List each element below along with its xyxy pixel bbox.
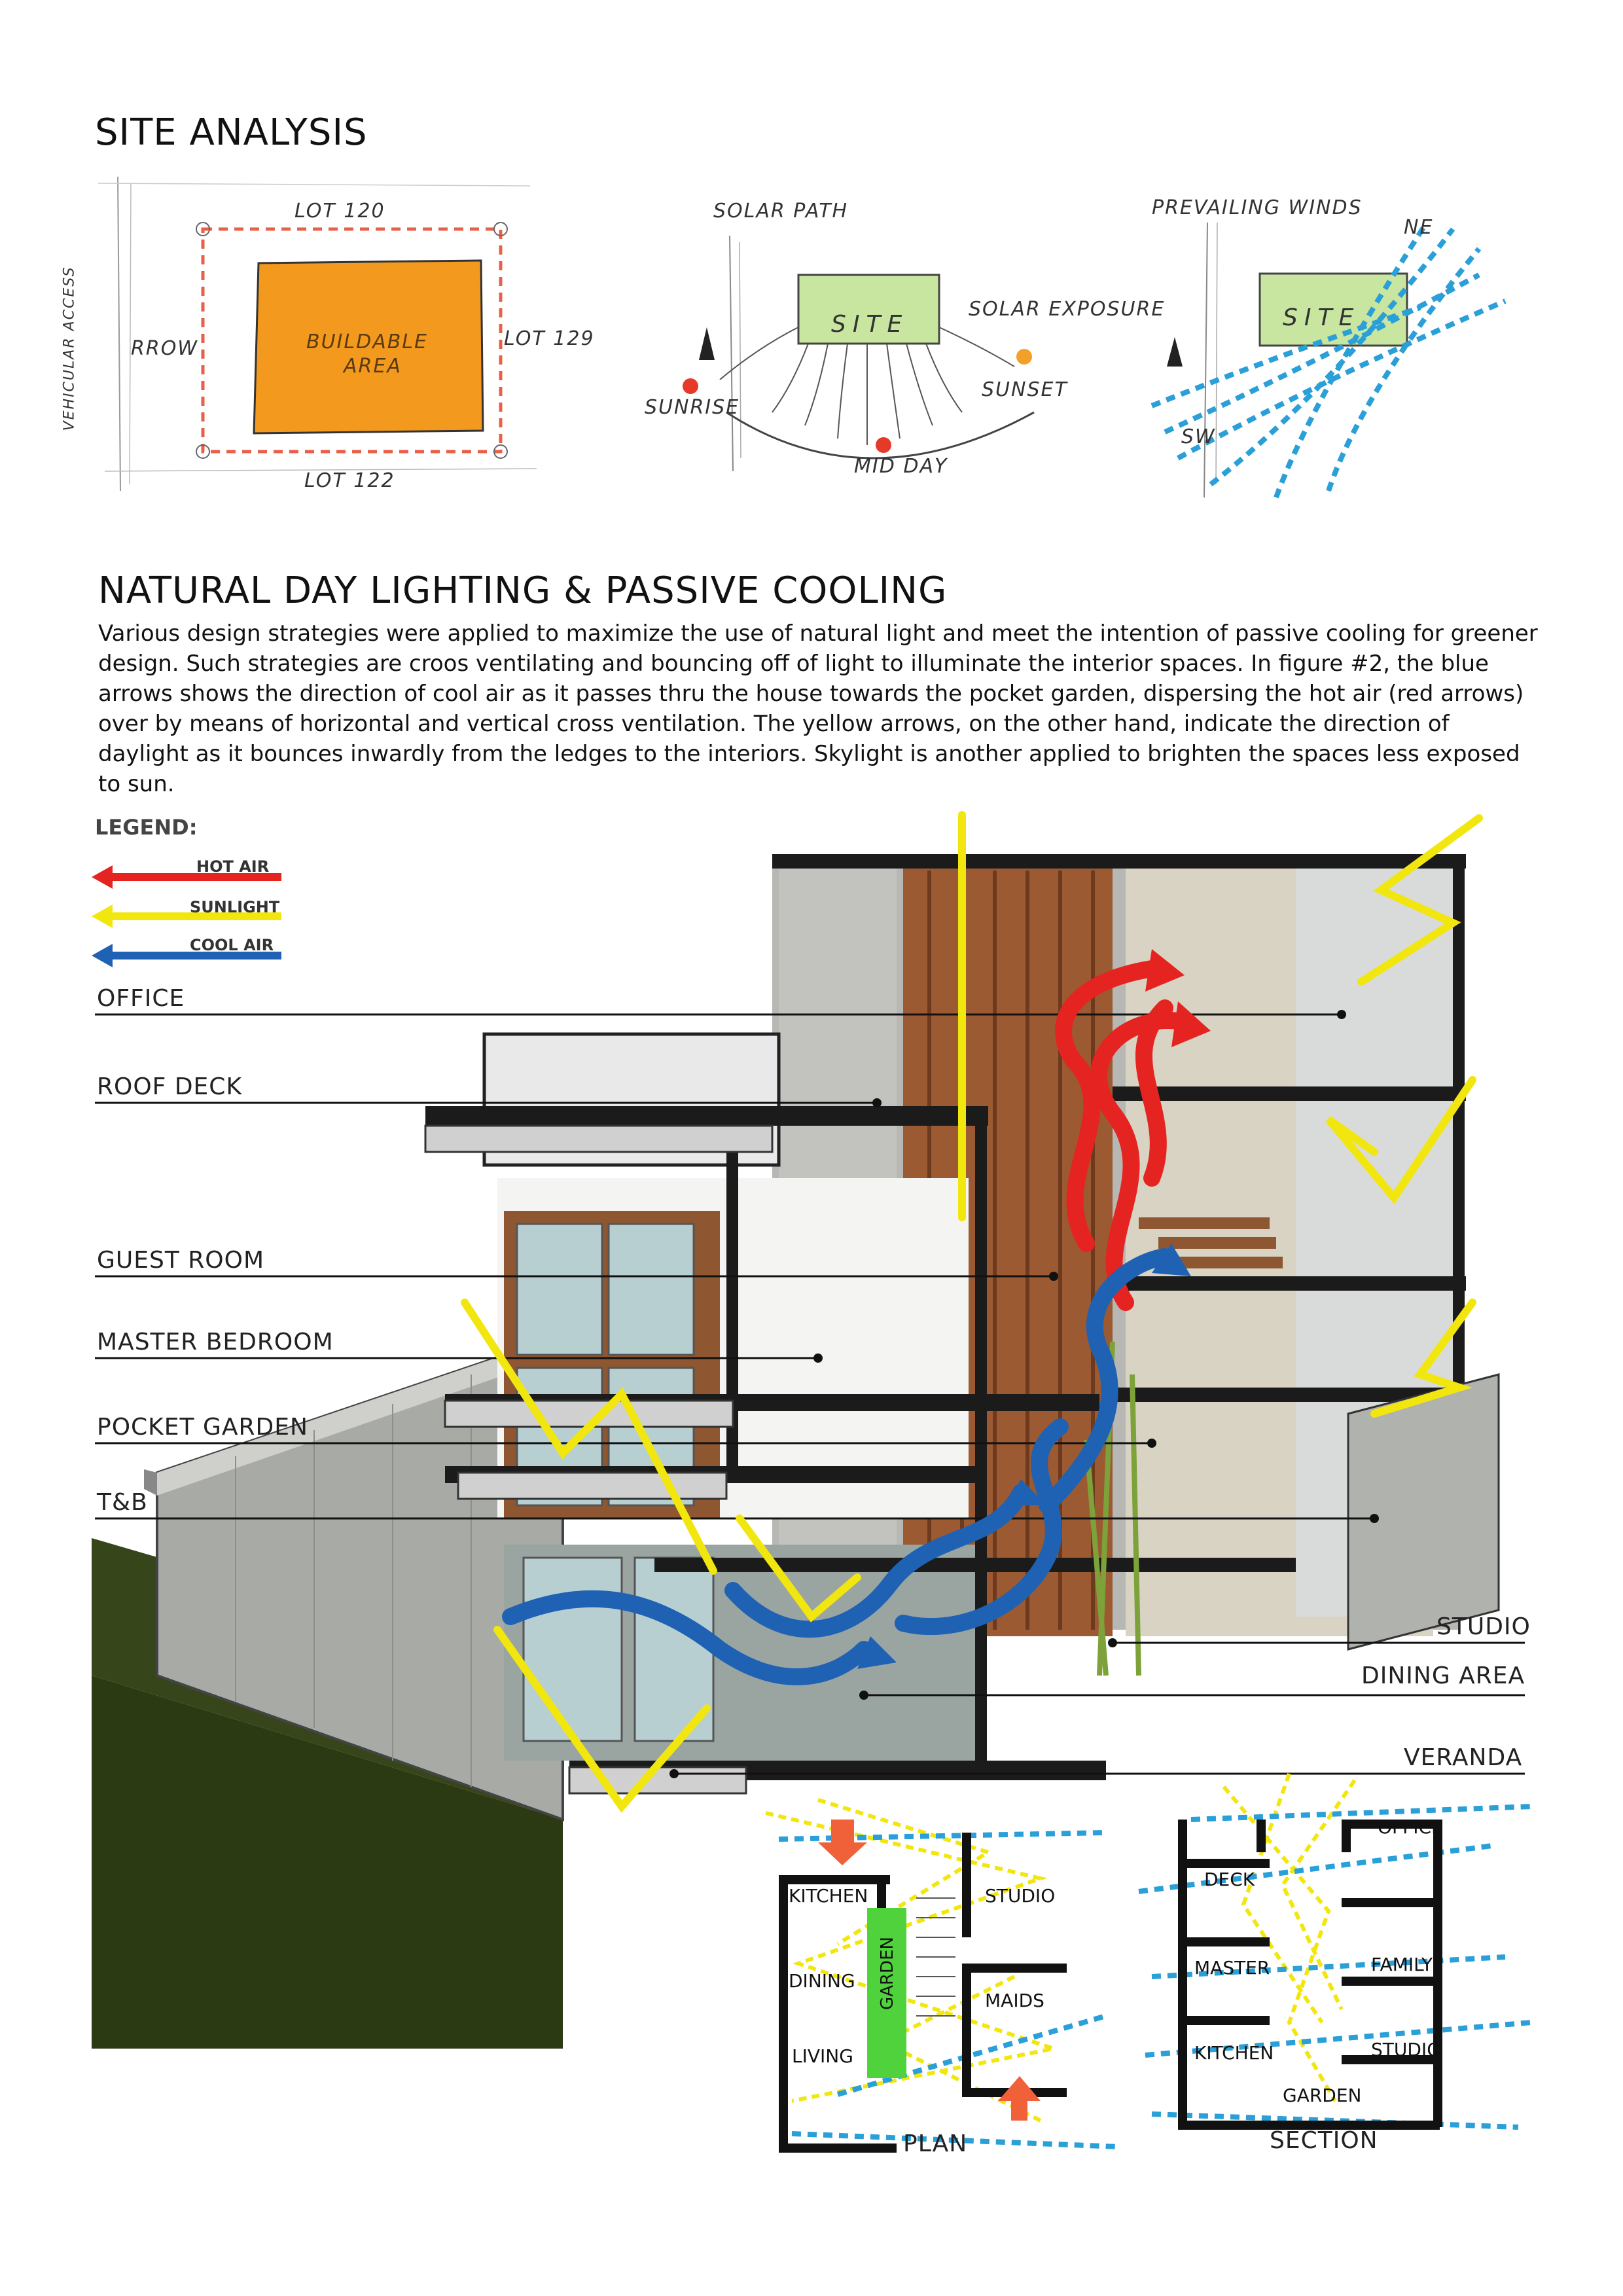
plan-kitchen: KITCHEN — [789, 1885, 868, 1907]
label-roof-deck: ROOF DECK — [97, 1073, 243, 1100]
slab-guest — [1113, 1276, 1466, 1291]
lot-right-label: LOT 129 — [504, 327, 595, 350]
solar-path-label: SOLAR PATH — [713, 200, 849, 223]
buildable-area-label-1: BUILDABLE — [306, 331, 428, 353]
slab-office — [1113, 1086, 1466, 1101]
legend-cool-air: COOL AIR — [190, 936, 274, 954]
sw-label: SW — [1181, 425, 1216, 448]
label-master-bedroom: MASTER BEDROOM — [97, 1329, 334, 1355]
plan-dining: DINING — [789, 1970, 855, 1992]
section-office: OFFICE — [1378, 1816, 1443, 1838]
plan-maids: MAIDS — [985, 1990, 1044, 2011]
prevailing-winds-diagram — [1113, 196, 1584, 511]
site-analysis-title: SITE ANALYSIS — [95, 111, 368, 154]
label-office: OFFICE — [97, 985, 185, 1012]
vehicular-access-label: VEHICULAR ACCESS — [61, 266, 78, 431]
legend-sunlight: SUNLIGHT — [190, 898, 280, 916]
ne-label: NE — [1404, 216, 1434, 239]
section-garden: GARDEN — [1283, 2085, 1362, 2106]
section-deck: DECK — [1204, 1869, 1255, 1890]
midday-icon — [876, 437, 891, 453]
legend-hot-air: HOT AIR — [196, 857, 270, 876]
buildable-area-label-2: AREA — [344, 355, 402, 378]
plan-living: LIVING — [792, 2045, 853, 2067]
solar-path-diagram — [641, 196, 1139, 497]
section-family: FAMILY — [1371, 1954, 1433, 1975]
midday-label: MID DAY — [854, 455, 948, 478]
label-veranda: VERANDA — [1404, 1744, 1523, 1771]
natural-lighting-title: NATURAL DAY LIGHTING & PASSIVE COOLING — [98, 569, 948, 612]
sunrise-label: SUNRISE — [645, 396, 740, 419]
plan-hot-arrow-top — [818, 1820, 867, 1865]
north-arrow-icon — [699, 327, 715, 360]
label-dining-area: DINING AREA — [1361, 1662, 1525, 1689]
section-kitchen: KITCHEN — [1194, 2042, 1274, 2064]
lot-top-label: LOT 120 — [294, 200, 385, 223]
sunset-label: SUNSET — [982, 378, 1068, 401]
plan-caption: PLAN — [903, 2130, 968, 2157]
label-guest-room: GUEST ROOM — [97, 1247, 265, 1274]
plan-hot-arrow-bottom — [998, 2076, 1041, 2121]
plan-studio: STUDIO — [985, 1885, 1056, 1907]
lot-left-label: RROW — [131, 337, 198, 360]
label-tb: T&B — [97, 1489, 148, 1516]
plan-garden-label: GARDEN — [877, 1937, 897, 2010]
section-studio: STUDIO — [1371, 2039, 1442, 2060]
section-diagram — [1126, 1761, 1558, 2140]
wind-site-label: SITE — [1283, 304, 1361, 331]
section-master: MASTER — [1194, 1957, 1270, 1979]
label-pocket-garden: POCKET GARDEN — [97, 1414, 308, 1441]
solar-exposure-label: SOLAR EXPOSURE — [969, 298, 1166, 321]
sunrise-icon — [683, 378, 698, 394]
north-arrow-icon — [1167, 337, 1183, 367]
lot-bottom-label: LOT 122 — [304, 469, 395, 492]
label-studio: STUDIO — [1436, 1613, 1531, 1640]
solar-site-label: SITE — [831, 311, 909, 338]
sunset-icon — [1016, 349, 1032, 365]
slab-roofdeck — [425, 1106, 988, 1126]
slab-roof — [772, 854, 1466, 869]
natural-lighting-paragraph: Various design strategies were applied to maximize the use of natural light and meet the intention of passive cooling for greener design. Such strategies are croos ventilating and bouncing off of light to illuminate the interior spaces. In figure #2, the blue arrows shows the direction of cool air as it passes thru the house towards the pocket garden, dispersing the hot air (red arrows) over by means of horizontal and vertical cross ventilation. The yellow arrows, on the other hand, indicate the direction of daylight as it bounces inwardly from the ledges to the interiors. Skylight is another applied to brighten the spaces less exposed to sun. — [98, 620, 1538, 797]
prevailing-winds-label: PREVAILING WINDS — [1152, 196, 1363, 219]
legend-title: LEGEND: — [95, 815, 198, 840]
section-caption: SECTION — [1270, 2127, 1378, 2154]
